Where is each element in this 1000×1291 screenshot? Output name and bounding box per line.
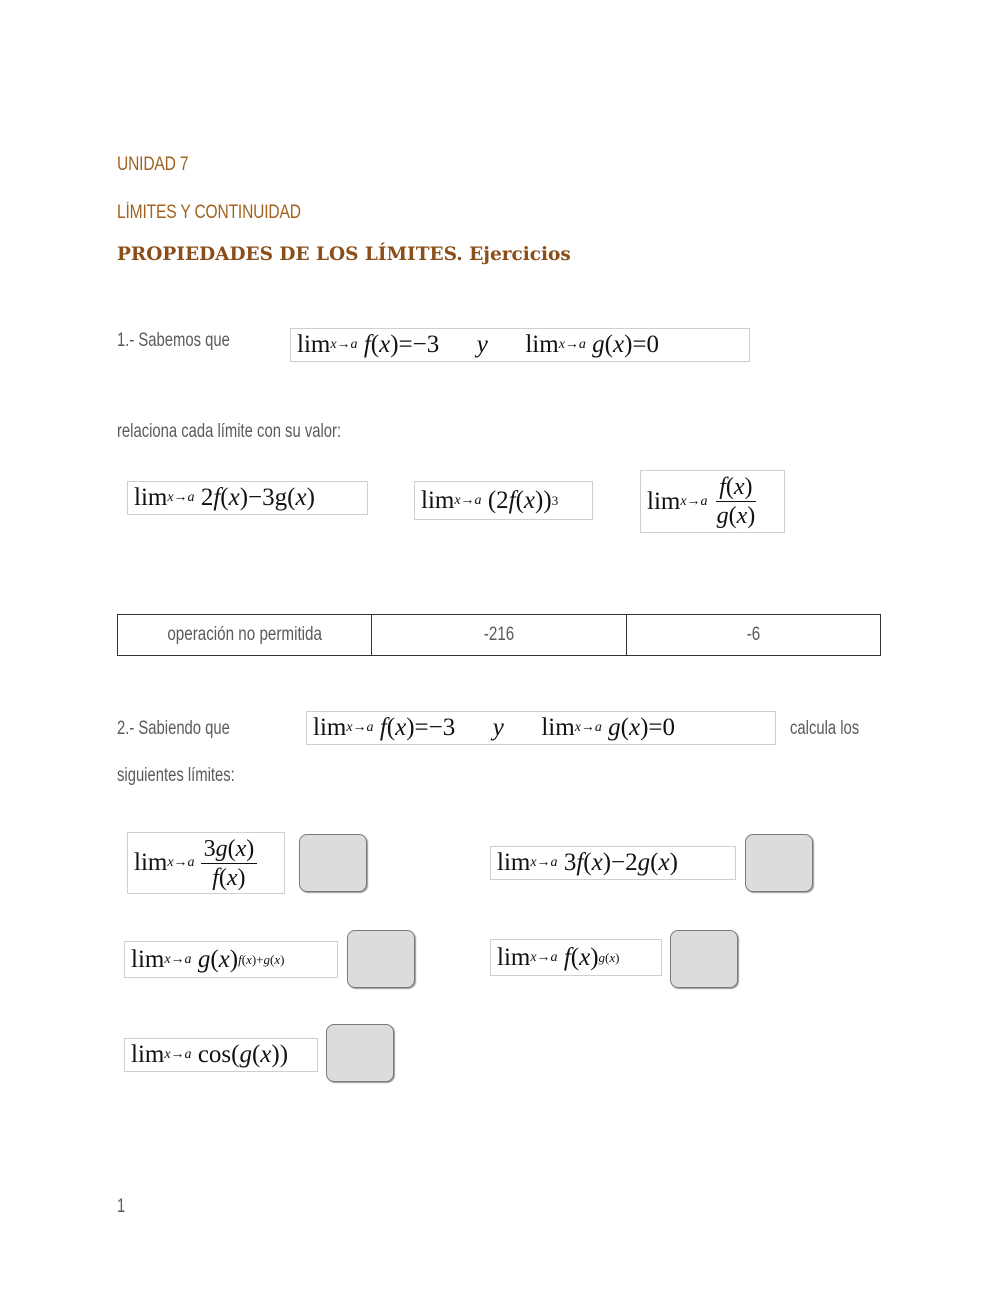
answer-input-5[interactable] bbox=[326, 1024, 394, 1082]
answer-input-2[interactable] bbox=[745, 834, 813, 892]
option-cell[interactable]: -216 bbox=[372, 615, 626, 656]
answer-input-1[interactable] bbox=[299, 834, 367, 892]
option-cell[interactable]: -6 bbox=[626, 615, 880, 656]
exercise1-intro: 1.- Sabemos que bbox=[117, 330, 230, 351]
exercise2-continuation: siguientes límites: bbox=[117, 765, 235, 786]
option-cell[interactable]: operación no permitida bbox=[118, 615, 372, 656]
limit-question-2: lim x→a 3 f ( x )−2 g ( x ) bbox=[490, 846, 736, 880]
limit-expression-2[interactable]: lim x→a (2 f ( x )) 3 bbox=[414, 481, 593, 520]
unit-label: UNIDAD 7 bbox=[117, 154, 189, 175]
answer-input-4[interactable] bbox=[670, 930, 738, 988]
page-title: PROPIEDADES DE LOS LÍMITES. Ejercicios bbox=[117, 244, 571, 265]
page-number: 1 bbox=[117, 1196, 126, 1217]
limit-question-1: lim x→a $\frac{3g(x)}{f(x)}$ bbox=[127, 832, 285, 894]
topic-label: LÍMITES Y CONTINUIDAD bbox=[117, 202, 301, 223]
exercise2-tail: calcula los bbox=[790, 718, 860, 739]
answer-input-3[interactable] bbox=[347, 930, 415, 988]
limit-expression-1[interactable]: lim x→a 2 f ( x )−3g( x ) bbox=[127, 481, 368, 515]
exercise1-instruction: relaciona cada límite con su valor: bbox=[117, 421, 342, 442]
limit-question-3: lim x→a g ( x ) f(x)+g(x) bbox=[124, 941, 338, 978]
limit-question-4: lim x→a f ( x ) g(x) bbox=[490, 939, 662, 976]
exercise2-given-limits: lim x→a f ( x )=−3 y lim x→a g ( x )=0 bbox=[306, 711, 776, 745]
exercise1-given-limits: lim x→a f ( x )=−3 y lim x→a g ( x )=0 bbox=[290, 328, 750, 362]
answer-options-table bbox=[117, 614, 881, 656]
limit-question-5: lim x→a cos( g ( x )) bbox=[124, 1038, 318, 1072]
limit-expression-3[interactable]: lim x→a $\frac{f(x)}{g(x)}$ bbox=[640, 470, 785, 533]
exercise2-intro: 2.- Sabiendo que bbox=[117, 718, 230, 739]
